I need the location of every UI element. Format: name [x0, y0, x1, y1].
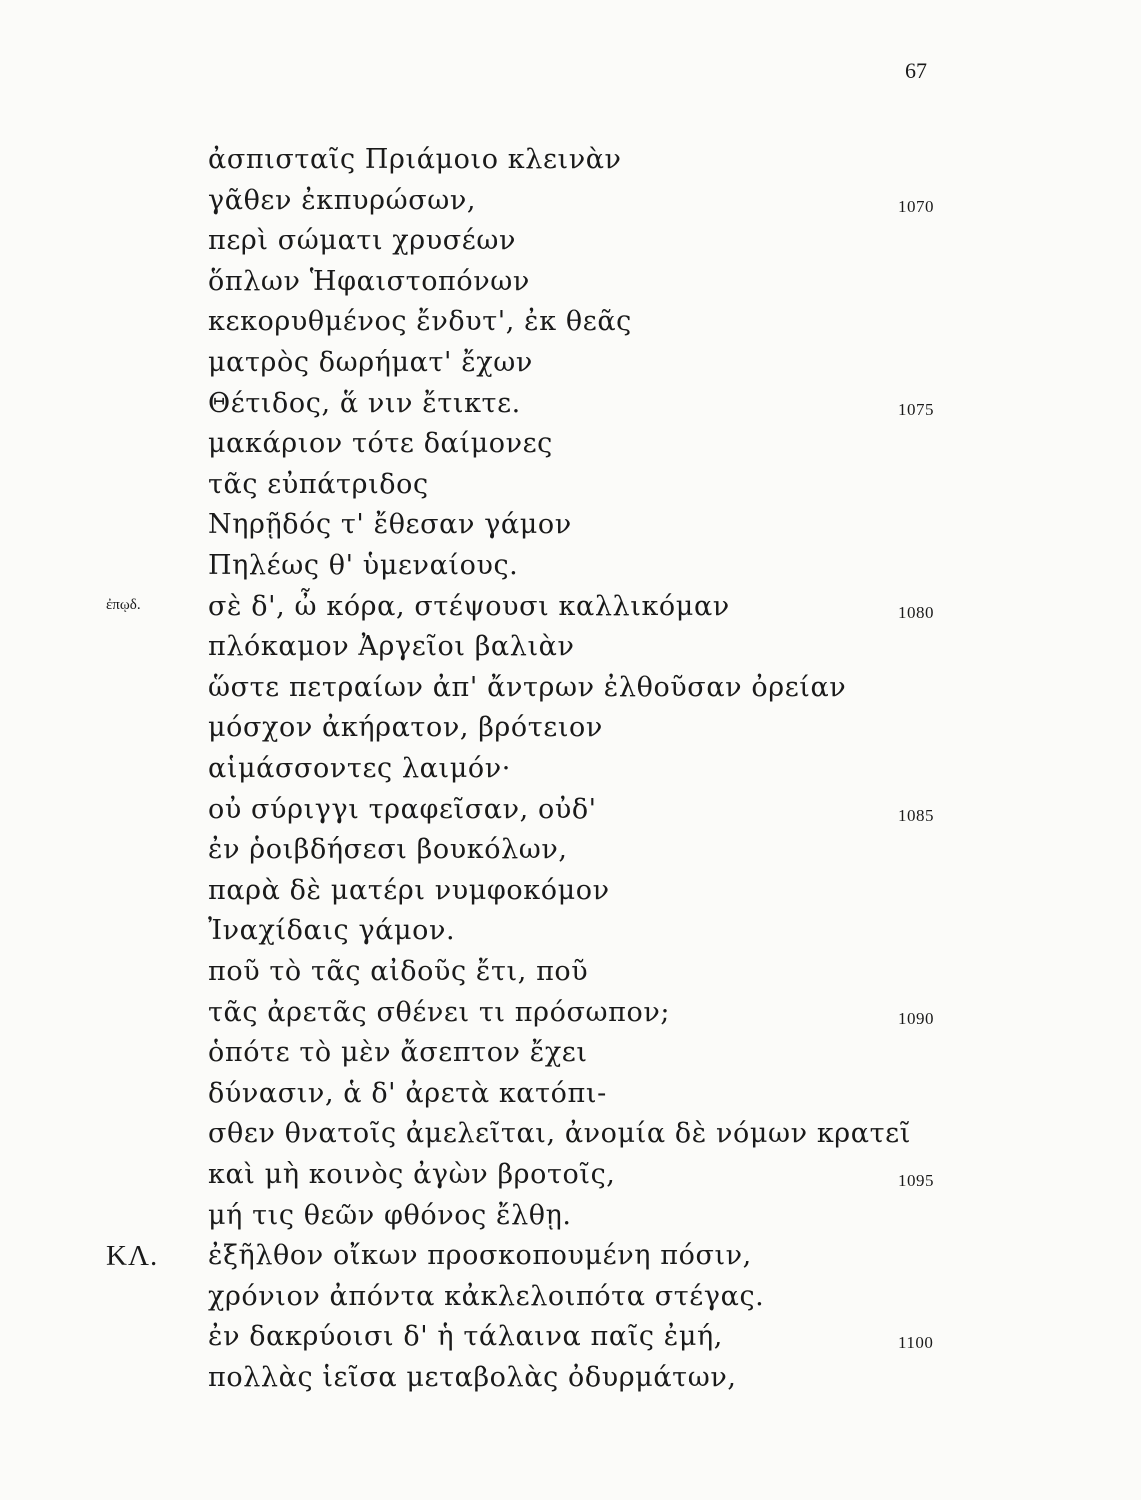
- page-number: 67: [905, 58, 927, 83]
- verse-line: πλόκαμον Ἀργεῖοι βαλιὰν: [208, 631, 575, 663]
- verse-line: καὶ μὴ κοινὸς ἀγὼν βροτοῖς,: [208, 1159, 616, 1190]
- verse-line: ἐξῆλθον οἴκων προσκοπουμένη πόσιν,: [208, 1240, 752, 1272]
- verse-line: χρόνιον ἀπόντα κἀκλελοιπότα στέγας.: [208, 1280, 765, 1312]
- verse-line: ὥστε πετραίων ἀπ' ἄντρων ἐλθοῦσαν ὀρείαν: [208, 671, 847, 703]
- verse-line: δύνασιν, ἁ δ' ἀρετὰ κατόπι-: [208, 1077, 607, 1109]
- verse-line: ἐν ῥοιβδήσεσι βουκόλων,: [208, 834, 568, 866]
- line-number: 1090: [898, 1008, 934, 1028]
- line-number: 1070: [898, 196, 934, 216]
- verse-line: κεκορυθμένος ἔνδυτ', ἐκ θεᾶς: [208, 306, 632, 338]
- verse-line: ματρὸς δωρήματ' ἔχων: [208, 347, 533, 378]
- verse-line: γᾶθεν ἐκπυρώσων,: [208, 184, 477, 216]
- verse-line: ὁπότε τὸ μὲν ἄσεπτον ἔχει: [208, 1037, 588, 1069]
- epode-marker: ἐπῳδ.: [106, 596, 141, 613]
- verse-line: σθεν θνατοῖς ἀμελεῖται, ἀνομία δὲ νόμων κρατεῖ: [208, 1118, 911, 1150]
- verse-line: Νηρῇδός τ' ἔθεσαν γάμον: [208, 509, 572, 541]
- verse-line: μακάριον τότε δαίμονες: [208, 428, 553, 460]
- verse-line: μόσχον ἀκήρατον, βρότειον: [208, 712, 603, 744]
- verse-line: σὲ δ', ὦ κόρα, στέψουσι καλλικόμαν: [208, 590, 730, 622]
- line-number: 1080: [898, 602, 934, 622]
- verse-line: οὐ σύριγγι τραφεῖσαν, οὐδ': [208, 793, 597, 825]
- verse-line: Ἰναχίδαις γάμον.: [208, 915, 456, 947]
- verse-line: Πηλέως θ' ὑμεναίους.: [208, 550, 519, 581]
- verse-line: Θέτιδος, ἅ νιν ἔτικτε.: [208, 387, 521, 419]
- verse-line: πολλὰς ἱεῖσα μεταβολὰς ὀδυρμάτων,: [208, 1362, 737, 1393]
- verse-line: παρὰ δὲ ματέρι νυμφοκόμον: [208, 874, 610, 906]
- verse-line: ποῦ τὸ τᾶς αἰδοῦς ἔτι, ποῦ: [208, 956, 589, 987]
- verse-line: τᾶς ἀρετᾶς σθένει τι πρόσωπον;: [208, 996, 671, 1028]
- verse-line: ἀσπισταῖς Πριάμοιο κλεινὰν: [208, 144, 622, 175]
- line-number: 1085: [898, 805, 934, 825]
- verse-line: περὶ σώματι χρυσέων: [208, 225, 517, 257]
- verse-line: τᾶς εὐπάτριδος: [208, 468, 429, 500]
- speaker-label: ΚΛ.: [106, 1240, 159, 1273]
- line-number: 1095: [898, 1171, 934, 1190]
- verse-line: ὅπλων Ἡφαιστοπόνων: [208, 265, 530, 297]
- verse-line: ἐν δακρύοισι δ' ἡ τάλαινα παῖς ἐμή,: [208, 1321, 723, 1353]
- line-number: 1075: [898, 399, 934, 419]
- verse-line: μή τις θεῶν φθόνος ἔλθῃ.: [208, 1199, 572, 1231]
- line-number: 1100: [898, 1333, 934, 1353]
- verse-line: αἱμάσσοντες λαιμόν·: [208, 753, 511, 784]
